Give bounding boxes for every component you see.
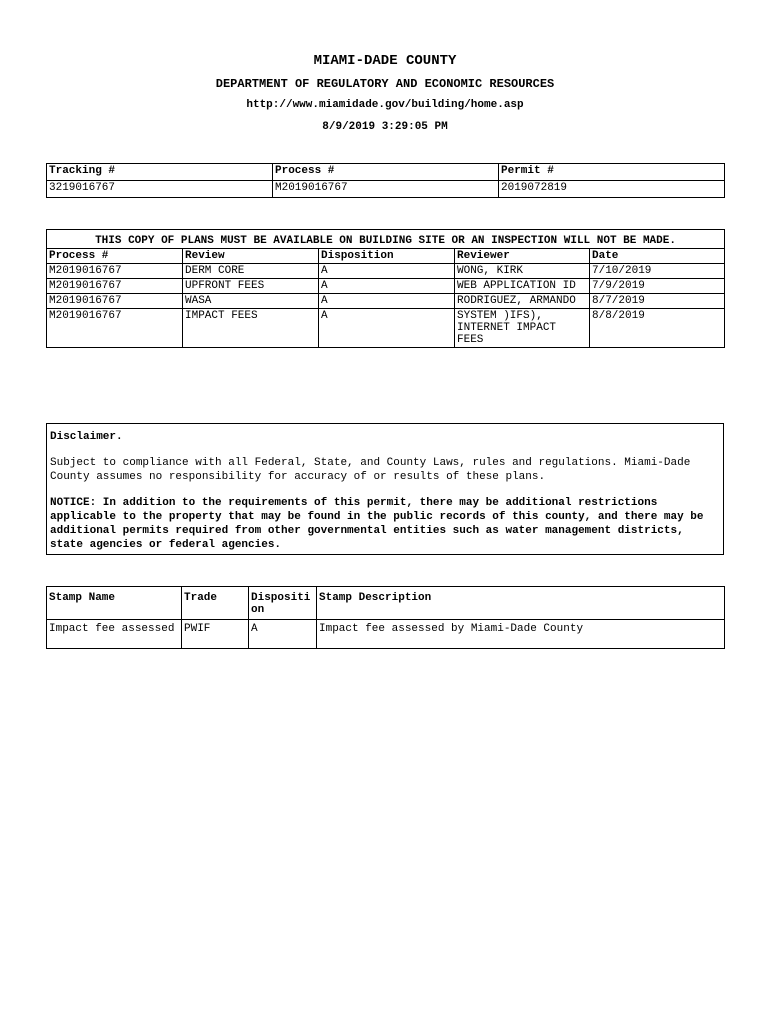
review-process-cell: M2019016767 <box>47 264 183 279</box>
review-disposition-header: Disposition <box>319 249 455 264</box>
review-disposition-cell: A <box>319 279 455 294</box>
review-process-cell: M2019016767 <box>47 294 183 309</box>
stamp-trade-header: Trade <box>182 587 249 620</box>
review-reviewer-cell: SYSTEM )IFS), INTERNET IMPACT FEES <box>455 309 590 348</box>
disclaimer-body: Subject to compliance with all Federal, State, and County Laws, rules and regulations. Miami-Dade County assumes no responsibility for accuracy of or results of these plans. <box>50 457 691 483</box>
review-date-header: Date <box>590 249 725 264</box>
stamp-disposition-cell: A <box>249 620 317 649</box>
disclaimer-box <box>46 423 724 555</box>
review-disposition-cell: A <box>319 309 455 348</box>
review-reviewer-cell: RODRIGUEZ, ARMANDO <box>455 294 590 309</box>
table-row <box>47 620 725 649</box>
tracking-value-row <box>47 181 725 198</box>
stamp-name-cell: Impact fee assessed <box>47 620 182 649</box>
review-process-cell: M2019016767 <box>47 309 183 348</box>
review-date-cell: 8/8/2019 <box>590 309 725 348</box>
review-review-cell: DERM CORE <box>183 264 319 279</box>
stamp-table <box>46 586 725 649</box>
table-row <box>47 309 725 348</box>
review-review-cell: IMPACT FEES <box>183 309 319 348</box>
stamp-disposition-header: Disposition <box>249 587 317 620</box>
review-reviewer-header: Reviewer <box>455 249 590 264</box>
print-datetime: 8/9/2019 3:29:05 PM <box>322 121 448 133</box>
review-review-cell: WASA <box>183 294 319 309</box>
review-review-cell: UPFRONT FEES <box>183 279 319 294</box>
permit-number-value: 2019072819 <box>499 181 725 198</box>
tracking-number-header: Tracking # <box>47 164 273 181</box>
county-title: MIAMI-DADE COUNTY <box>313 53 457 69</box>
review-reviewer-cell: WEB APPLICATION ID <box>455 279 590 294</box>
stamp-description-cell: Impact fee assessed by Miami-Dade County <box>317 620 725 649</box>
disclaimer-title: Disclaimer. <box>50 431 123 443</box>
department-url: http://www.miamidade.gov/building/home.asp <box>246 99 524 111</box>
permit-number-header: Permit # <box>499 164 725 181</box>
review-disposition-cell: A <box>319 294 455 309</box>
review-process-header: Process # <box>47 249 183 264</box>
tracking-table <box>46 163 725 198</box>
inspection-notice: THIS COPY OF PLANS MUST BE AVAILABLE ON BUILDING SITE OR AN INSPECTION WILL NOT BE MADE. <box>47 230 725 249</box>
tracking-number-value: 3219016767 <box>47 181 273 198</box>
stamp-description-header: Stamp Description <box>317 587 725 620</box>
review-process-cell: M2019016767 <box>47 279 183 294</box>
tracking-header-row <box>47 164 725 181</box>
process-number-header: Process # <box>273 164 499 181</box>
review-date-cell: 7/9/2019 <box>590 279 725 294</box>
review-header-row <box>47 249 725 264</box>
stamp-trade-cell: PWIF <box>182 620 249 649</box>
review-date-cell: 8/7/2019 <box>590 294 725 309</box>
table-row <box>47 279 725 294</box>
stamp-header-row <box>47 587 725 620</box>
stamp-name-header: Stamp Name <box>47 587 182 620</box>
review-date-cell: 7/10/2019 <box>590 264 725 279</box>
review-table <box>46 229 725 348</box>
process-number-value: M2019016767 <box>273 181 499 198</box>
review-notice-row <box>47 230 725 249</box>
department-title: DEPARTMENT OF REGULATORY AND ECONOMIC RESOURCES <box>215 77 555 91</box>
review-reviewer-cell: WONG, KIRK <box>455 264 590 279</box>
disclaimer-notice: NOTICE: In addition to the requirements of this permit, there may be additional restrictions applicable to the property that may be found in the public records of this county, and there may be additional permits required from other governmental entities such as water management districts, state agencies or federal agencies. <box>50 497 704 551</box>
table-row <box>47 264 725 279</box>
table-row <box>47 294 725 309</box>
review-review-header: Review <box>183 249 319 264</box>
review-disposition-cell: A <box>319 264 455 279</box>
